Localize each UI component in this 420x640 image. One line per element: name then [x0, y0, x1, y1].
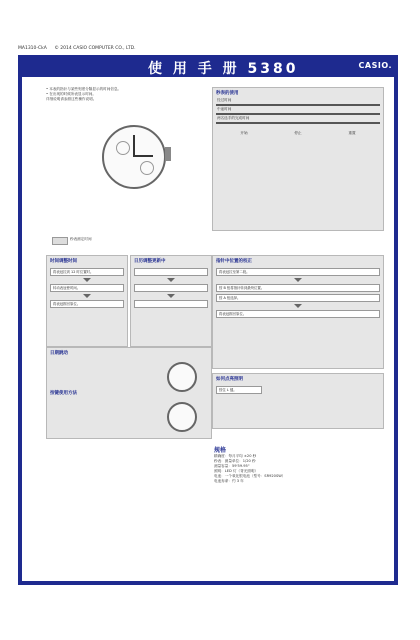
timeline [216, 122, 380, 124]
step-row: 将表冠拉至第二段。 [216, 268, 380, 276]
box-subtitle: 按键使用方法 [50, 391, 77, 396]
specs-section [214, 445, 384, 484]
left-column [46, 87, 196, 102]
copyright: © 2014 CASIO COMPUTER CO., LTD. [54, 46, 136, 51]
spec-line: 秒表：测量单位：1/20 秒 [214, 459, 256, 463]
box-hand-alignment [212, 255, 384, 369]
watch-diagram [102, 125, 166, 189]
arrow-down-icon [167, 294, 175, 298]
step-row [134, 300, 208, 308]
step-row: 将表冠拉到 12 时位置时。 [50, 268, 124, 276]
timeline [216, 104, 380, 106]
label-reset: 重置 [348, 131, 356, 135]
step-row: 将表冠推回原位。 [216, 310, 380, 318]
box-stopwatch [212, 87, 384, 231]
box-date [46, 347, 212, 439]
brand-logo: CASIO. [358, 61, 392, 70]
label-start: 开始 [240, 131, 248, 135]
manual-page [18, 55, 398, 585]
page-number: 1 [370, 570, 374, 577]
arrow-down-icon [294, 304, 302, 308]
subdial [116, 141, 130, 155]
arrow-down-icon [294, 278, 302, 282]
box-title: 指针中位置的校正 [216, 259, 252, 264]
legend-swatch [52, 237, 68, 245]
spec-line: 测量容量：59'59.95" [214, 464, 250, 468]
step-row [134, 284, 208, 292]
row-label: 经过时间 [217, 98, 232, 102]
intro-line: 详细说明请参照这些操作说明。 [46, 97, 97, 101]
step-row: 转动表冠使时间。 [50, 284, 124, 292]
box-light [212, 373, 384, 429]
small-watch-diagram [167, 402, 197, 432]
page-title: 使 用 手 册 5380 [148, 61, 299, 77]
small-watch-diagram [167, 362, 197, 392]
intro-line: • 本表的指针与某些刻度分隔显示的时间信息。 [46, 87, 122, 91]
crown [165, 147, 171, 161]
label-row [213, 125, 383, 136]
box-title: 日期跳动 [50, 351, 68, 356]
box-title: 日历调整更新中 [134, 259, 166, 264]
intro-text [46, 87, 196, 102]
subdial [140, 161, 154, 175]
step-row: 按 A 钮选择。 [216, 294, 380, 302]
minute-hand [133, 155, 153, 157]
spec-line: 照明：LED 灯（背光照明） [214, 469, 259, 473]
arrow-down-icon [83, 278, 91, 282]
document-header [18, 46, 142, 51]
page-content [22, 77, 394, 581]
box-title: 如何点亮照明 [216, 377, 243, 382]
hour-hand [133, 135, 135, 157]
box-title: 时间调整时间 [50, 259, 77, 264]
row-label: 两名选手的完成时间 [217, 116, 250, 120]
row-label: 中途时间 [217, 107, 232, 111]
spec-line: 精确度：每月平均 ±20 秒 [214, 454, 257, 458]
spec-line: 电池寿命：约 3 年 [214, 479, 244, 483]
module-code: MA1310-CkA [18, 46, 47, 51]
spec-line: 电池：一个氧化银电池（型号：SR920SW） [214, 474, 286, 478]
box-title: 秒表的使用 [216, 91, 239, 96]
arrow-down-icon [83, 294, 91, 298]
intro-line: • 在出现的时候所表显示时间。 [46, 92, 96, 96]
label-stop: 停止 [294, 131, 302, 135]
arrow-down-icon [167, 278, 175, 282]
timeline [216, 113, 380, 115]
step-row [134, 268, 208, 276]
legend-label: 秒表测定时间 [70, 237, 92, 241]
specs-title: 规格 [214, 447, 227, 454]
box-time-setting [46, 255, 128, 347]
step-row: 将表冠推回原位。 [50, 300, 124, 308]
step-row: 按住 L 键。 [216, 386, 262, 394]
step-row: 按 B 钮将指针转到最终位置。 [216, 284, 380, 292]
title-bar [18, 55, 398, 77]
box-calendar [130, 255, 212, 347]
